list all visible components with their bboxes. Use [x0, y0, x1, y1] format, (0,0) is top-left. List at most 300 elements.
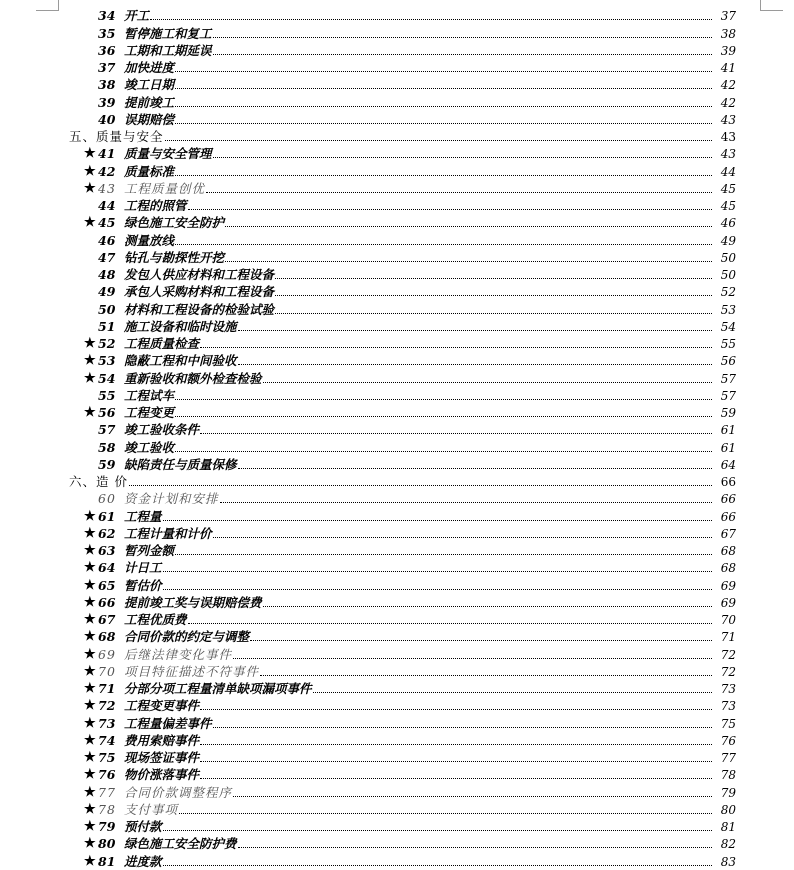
toc-entry-title: 计日工: [124, 560, 162, 576]
toc-entry-title: 合同价款调整程序: [124, 784, 233, 800]
toc-entry-label: [0, 337, 199, 351]
toc-entry-number: 63: [98, 543, 116, 558]
dot-leader: [163, 519, 712, 521]
toc-page-number: 53: [720, 302, 736, 317]
key-clause-star-icon: ★: [84, 819, 96, 834]
toc-page-number: 72: [720, 664, 736, 679]
toc-entry-number: 71: [98, 681, 116, 696]
toc-page-number: 66: [720, 475, 736, 489]
toc-entry-label: [0, 475, 128, 489]
toc-entry-label: [0, 544, 174, 558]
toc-entry[interactable]: [0, 161, 794, 178]
toc-entry[interactable]: [0, 748, 794, 765]
toc-entry-label: [0, 234, 174, 248]
toc-entry-label: [0, 372, 262, 386]
toc-entry-number: 70: [98, 663, 116, 679]
toc-entry-number: 56: [98, 405, 116, 420]
toc-entry-number: 34: [98, 8, 116, 24]
toc-entry[interactable]: [0, 23, 794, 40]
key-clause-star-icon: ★: [84, 543, 96, 558]
dot-leader: [275, 294, 712, 296]
toc-entry-title: 资金计划和安排: [124, 491, 219, 507]
toc-entry-title: 工程的照管: [124, 198, 187, 213]
dot-leader: [233, 795, 712, 797]
toc-entry-number: 58: [98, 439, 116, 455]
toc-entry[interactable]: [0, 455, 794, 472]
toc-entry[interactable]: [0, 265, 794, 282]
dot-leader: [238, 363, 712, 365]
toc-entry-label: [0, 9, 149, 23]
toc-entry-title: 预付款: [124, 819, 162, 834]
toc-entry[interactable]: [0, 558, 794, 575]
toc-entry-label: [0, 303, 274, 317]
toc-entry-title: 物价涨落事件: [124, 767, 200, 783]
key-clause-star-icon: ★: [84, 663, 96, 679]
toc-entry-title: 后继法律变化事件: [124, 646, 233, 662]
toc-entry-title: 暂停施工和复工: [124, 25, 212, 41]
toc-entry-label: [0, 630, 249, 644]
toc-entry-label: [0, 147, 212, 161]
toc-page-number: 82: [720, 837, 736, 852]
toc-entry-label: [0, 27, 212, 41]
toc-page-number: 76: [720, 733, 736, 748]
dot-leader: [163, 570, 712, 572]
table-of-contents: [0, 6, 794, 869]
toc-entry-number: 72: [98, 698, 116, 714]
toc-page-number: 67: [720, 526, 736, 541]
toc-entry-number: 65: [98, 577, 116, 593]
toc-page-number: 39: [720, 43, 736, 58]
dot-leader: [275, 312, 712, 314]
toc-entry-number: 42: [98, 163, 116, 179]
toc-entry-title: 重新验收和额外检查检验: [124, 370, 262, 386]
toc-entry-label: [0, 786, 232, 800]
dot-leader: [175, 553, 712, 555]
toc-entry-number: 38: [98, 77, 116, 93]
toc-entry-title: 绿色施工安全防护费: [124, 836, 237, 852]
toc-entry[interactable]: [0, 248, 794, 265]
toc-entry[interactable]: [0, 58, 794, 75]
dot-leader: [238, 329, 712, 331]
toc-entry[interactable]: [0, 506, 794, 523]
toc-page-number: 57: [720, 388, 736, 403]
dot-leader: [263, 381, 712, 383]
toc-entry-title: 工程量: [124, 508, 162, 524]
toc-entry-label: [0, 389, 174, 403]
toc-entry-label: [0, 216, 224, 230]
key-clause-star-icon: ★: [84, 525, 96, 541]
dot-leader: [179, 812, 712, 814]
dot-leader: [233, 657, 712, 659]
dot-leader: [163, 864, 712, 866]
toc-entry-number: 35: [98, 25, 116, 41]
toc-entry-title: 加快进度: [124, 60, 175, 75]
toc-entry-number: 43: [98, 180, 116, 196]
dot-leader: [213, 536, 712, 538]
key-clause-star-icon: ★: [84, 629, 96, 645]
toc-entry[interactable]: [0, 75, 794, 92]
dot-leader: [200, 777, 712, 779]
toc-entry[interactable]: [0, 593, 794, 610]
toc-entry-label: [0, 699, 199, 713]
toc-entry-title: 工程变更事件: [124, 698, 200, 714]
toc-entry-number: 68: [98, 629, 116, 645]
toc-page-number: 77: [720, 751, 736, 765]
toc-entry[interactable]: [0, 800, 794, 817]
toc-entry-label: [0, 803, 178, 817]
dot-leader: [250, 639, 712, 641]
toc-page-number: 68: [720, 561, 736, 576]
toc-entry[interactable]: [0, 541, 794, 558]
toc-page-number: 73: [720, 699, 736, 714]
toc-entry-label: [0, 130, 164, 144]
toc-entry-label: [0, 751, 199, 765]
toc-entry-number: 50: [98, 301, 116, 317]
toc-entry-label: [0, 855, 162, 869]
toc-entry-title: 现场签证事件: [124, 750, 200, 765]
toc-page-number: 57: [720, 371, 736, 386]
dot-leader: [220, 501, 712, 503]
toc-entry-title: 工程变更: [124, 405, 175, 420]
toc-entry-title: 工程试车: [124, 387, 175, 403]
toc-entry[interactable]: [0, 610, 794, 627]
toc-entry-number: 78: [98, 801, 116, 817]
toc-entry-title: 工期和工期延误: [124, 42, 212, 58]
toc-entry-label: [0, 717, 212, 731]
key-clause-star-icon: ★: [84, 594, 96, 610]
toc-entry-title: 六、造 价: [69, 474, 128, 489]
toc-page-number: 52: [720, 285, 736, 300]
toc-entry-number: 64: [98, 560, 116, 576]
toc-entry-label: [0, 561, 162, 575]
key-clause-star-icon: ★: [84, 353, 96, 369]
toc-entry-number: 60: [98, 491, 116, 507]
toc-entry[interactable]: [0, 524, 794, 541]
key-clause-star-icon: ★: [84, 801, 96, 817]
toc-entry-number: 57: [98, 422, 116, 438]
toc-page-number: 75: [720, 716, 736, 731]
toc-entry-label: [0, 61, 174, 75]
dot-leader: [175, 70, 712, 72]
toc-page-number: 42: [720, 78, 736, 93]
toc-entry-number: 49: [98, 284, 116, 300]
dot-leader: [175, 105, 712, 107]
toc-section-heading[interactable]: [0, 127, 794, 144]
toc-section-heading[interactable]: [0, 472, 794, 489]
key-clause-star-icon: ★: [84, 215, 96, 231]
toc-entry-number: 76: [98, 767, 116, 783]
toc-entry-title: 合同价款的约定与调整: [124, 629, 250, 645]
toc-page-number: 61: [720, 423, 736, 438]
toc-entry-number: 40: [98, 111, 116, 127]
toc-entry-number: 48: [98, 267, 116, 282]
toc-entry[interactable]: [0, 6, 794, 23]
toc-entry-title: 钻孔与勘探性开挖: [124, 249, 225, 265]
toc-page-number: 61: [720, 440, 736, 455]
toc-entry-title: 竣工验收条件: [124, 422, 200, 438]
toc-entry-number: 54: [98, 370, 116, 386]
toc-entry-title: 费用索赔事件: [124, 732, 200, 748]
toc-page-number: 45: [720, 199, 736, 213]
toc-entry-label: [0, 682, 312, 696]
key-clause-star-icon: ★: [84, 612, 96, 627]
toc-entry-title: 项目特征描述不符事件: [124, 663, 260, 679]
key-clause-star-icon: ★: [84, 508, 96, 524]
toc-entry-number: 47: [98, 249, 116, 265]
toc-entry-title: 材料和工程设备的检验试验: [124, 301, 275, 317]
toc-entry-label: [0, 251, 224, 265]
key-clause-star-icon: ★: [84, 784, 96, 800]
toc-entry-title: 提前竣工: [124, 94, 175, 110]
toc-entry-title: 质量标准: [124, 163, 175, 179]
toc-entry-title: 绿色施工安全防护: [124, 215, 225, 231]
toc-page-number: 50: [720, 268, 736, 282]
toc-entry-title: 工程质量检查: [124, 336, 200, 351]
toc-page-number: 37: [720, 9, 736, 24]
toc-entry[interactable]: [0, 317, 794, 334]
toc-entry[interactable]: [0, 817, 794, 834]
toc-entry-label: [0, 510, 162, 524]
toc-entry-number: 77: [98, 784, 116, 800]
toc-entry[interactable]: [0, 696, 794, 713]
dot-leader: [213, 726, 712, 728]
toc-entry-title: 开工: [124, 8, 150, 24]
toc-entry-label: [0, 441, 174, 455]
toc-entry[interactable]: [0, 196, 794, 213]
toc-page-number: 49: [720, 233, 736, 248]
toc-page-number: 83: [720, 854, 736, 869]
toc-entry[interactable]: [0, 230, 794, 247]
key-clause-star-icon: ★: [84, 577, 96, 593]
toc-page-number: 69: [720, 595, 736, 610]
toc-page-number: 46: [720, 216, 736, 231]
key-clause-star-icon: ★: [84, 732, 96, 748]
toc-page-number: 59: [720, 406, 736, 420]
toc-entry-label: [0, 44, 212, 58]
toc-page-number: 81: [720, 820, 736, 834]
toc-entry[interactable]: [0, 41, 794, 58]
toc-entry-label: [0, 199, 187, 213]
toc-entry-label: [0, 268, 274, 282]
key-clause-star-icon: ★: [84, 370, 96, 386]
key-clause-star-icon: ★: [84, 767, 96, 783]
toc-entry-title: 承包人采购材料和工程设备: [124, 284, 275, 300]
toc-entry-title: 支付事项: [124, 801, 179, 817]
toc-entry[interactable]: [0, 179, 794, 196]
toc-entry-title: 测量放线: [124, 232, 175, 248]
toc-entry-number: 36: [98, 42, 116, 58]
toc-entry-number: 44: [98, 198, 116, 213]
toc-entry-label: [0, 492, 219, 506]
dot-leader: [213, 36, 712, 38]
toc-page-number: 43: [720, 130, 736, 144]
toc-entry-label: [0, 354, 237, 368]
toc-entry-number: 53: [98, 353, 116, 369]
toc-page-number: 71: [720, 630, 736, 645]
toc-entry[interactable]: [0, 368, 794, 385]
toc-entry-label: [0, 527, 212, 541]
toc-page-number: 73: [720, 682, 736, 696]
toc-entry[interactable]: [0, 765, 794, 782]
toc-page-number: 55: [720, 337, 736, 351]
toc-page-number: 66: [720, 492, 736, 507]
toc-entry-label: [0, 579, 162, 593]
toc-entry-title: 施工设备和临时设施: [124, 318, 237, 334]
toc-page-number: 42: [720, 95, 736, 110]
toc-entry-number: 67: [98, 612, 116, 627]
toc-entry-number: 80: [98, 836, 116, 852]
dot-leader: [163, 829, 712, 831]
dot-leader: [206, 191, 712, 193]
toc-page-number: 64: [720, 457, 736, 472]
toc-entry-number: 75: [98, 750, 116, 765]
toc-entry-title: 分部分项工程量清单缺项漏项事件: [124, 681, 312, 696]
toc-entry[interactable]: [0, 489, 794, 506]
toc-entry-number: 41: [98, 146, 116, 162]
toc-entry[interactable]: [0, 386, 794, 403]
toc-entry[interactable]: [0, 679, 794, 696]
toc-entry-title: 工程质量创优: [124, 180, 206, 196]
key-clause-star-icon: ★: [84, 853, 96, 869]
key-clause-star-icon: ★: [84, 836, 96, 852]
dot-leader: [129, 484, 712, 486]
toc-entry-number: 62: [98, 525, 116, 541]
toc-entry[interactable]: [0, 644, 794, 661]
toc-entry[interactable]: [0, 282, 794, 299]
dot-leader: [238, 846, 712, 848]
toc-entry-title: 工程计量和计价: [124, 525, 212, 541]
key-clause-star-icon: ★: [84, 646, 96, 662]
key-clause-star-icon: ★: [84, 750, 96, 765]
key-clause-star-icon: ★: [84, 180, 96, 196]
dot-leader: [175, 87, 712, 89]
toc-entry-title: 误期赔偿: [124, 111, 175, 127]
toc-entry-title: 发包人供应材料和工程设备: [124, 267, 275, 282]
toc-page-number: 72: [720, 647, 736, 662]
toc-entry[interactable]: [0, 834, 794, 851]
toc-entry-number: 73: [98, 715, 116, 731]
toc-entry[interactable]: [0, 627, 794, 644]
toc-page-number: 66: [720, 509, 736, 524]
key-clause-star-icon: ★: [84, 560, 96, 576]
toc-entry[interactable]: [0, 420, 794, 437]
dot-leader: [175, 398, 712, 400]
toc-entry-title: 工程优质费: [124, 612, 187, 627]
dot-leader: [163, 588, 712, 590]
toc-page-number: 44: [720, 164, 736, 179]
toc-entry-label: [0, 285, 274, 299]
toc-entry-label: [0, 113, 174, 127]
toc-entry[interactable]: [0, 334, 794, 351]
dot-leader: [238, 467, 712, 469]
toc-entry-title: 工程量偏差事件: [124, 715, 212, 731]
dot-leader: [175, 450, 712, 452]
toc-page-number: 70: [720, 613, 736, 627]
toc-entry-number: 61: [98, 508, 116, 524]
toc-entry-number: 79: [98, 819, 116, 834]
toc-entry-label: [0, 423, 199, 437]
toc-entry-number: 59: [98, 456, 116, 472]
toc-entry-label: [0, 648, 232, 662]
key-clause-star-icon: ★: [84, 681, 96, 696]
toc-page-number: 68: [720, 544, 736, 558]
toc-entry-label: [0, 320, 237, 334]
key-clause-star-icon: ★: [84, 146, 96, 162]
toc-entry[interactable]: [0, 351, 794, 368]
toc-entry-label: [0, 768, 199, 782]
toc-entry-number: 74: [98, 732, 116, 748]
toc-entry-title: 暂列金额: [124, 543, 175, 558]
toc-entry[interactable]: [0, 92, 794, 109]
toc-entry-label: [0, 406, 174, 420]
toc-entry[interactable]: [0, 782, 794, 799]
toc-page-number: 43: [720, 112, 736, 127]
toc-entry-number: 39: [98, 94, 116, 110]
toc-entry-label: [0, 665, 259, 679]
toc-entry[interactable]: [0, 213, 794, 230]
toc-entry-title: 暂估价: [124, 577, 162, 593]
key-clause-star-icon: ★: [84, 698, 96, 714]
toc-page-number: 69: [720, 578, 736, 593]
toc-entry-title: 质量与安全管理: [124, 146, 212, 162]
toc-entry-number: 81: [98, 853, 116, 869]
dot-leader: [213, 156, 712, 158]
toc-entry-number: 69: [98, 646, 116, 662]
toc-page-number: 78: [720, 768, 736, 783]
dot-leader: [188, 622, 712, 624]
toc-entry[interactable]: [0, 437, 794, 454]
toc-entry-title: 提前竣工奖与误期赔偿费: [124, 594, 262, 610]
toc-entry[interactable]: [0, 403, 794, 420]
dot-leader: [200, 432, 712, 434]
toc-page-number: 79: [720, 785, 736, 800]
toc-entry-label: [0, 596, 262, 610]
toc-entry[interactable]: [0, 662, 794, 679]
dot-leader: [260, 674, 712, 676]
toc-entry[interactable]: [0, 144, 794, 161]
dot-leader: [175, 122, 712, 124]
key-clause-star-icon: ★: [84, 715, 96, 731]
toc-entry-title: 进度款: [124, 853, 162, 869]
toc-entry[interactable]: [0, 110, 794, 127]
toc-entry[interactable]: [0, 299, 794, 316]
toc-entry-label: [0, 78, 174, 92]
toc-entry-number: 51: [98, 318, 116, 334]
dot-leader: [165, 139, 712, 141]
toc-page-number: 38: [720, 26, 736, 41]
dot-leader: [275, 277, 712, 279]
dot-leader: [150, 18, 712, 20]
toc-entry-title: 缺陷责任与质量保修: [124, 456, 237, 472]
toc-entry-number: 52: [98, 336, 116, 351]
toc-entry[interactable]: [0, 731, 794, 748]
toc-page-number: 54: [720, 319, 736, 334]
toc-entry[interactable]: [0, 575, 794, 592]
dot-leader: [188, 208, 712, 210]
key-clause-star-icon: ★: [84, 405, 96, 420]
dot-leader: [175, 415, 712, 417]
toc-page-number: 80: [720, 802, 736, 817]
toc-entry-label: [0, 458, 237, 472]
toc-entry-label: [0, 734, 199, 748]
toc-entry[interactable]: [0, 851, 794, 868]
toc-entry-label: [0, 165, 174, 179]
dot-leader: [200, 346, 712, 348]
dot-leader: [200, 760, 712, 762]
toc-entry-title: 五、质量与安全: [69, 129, 164, 144]
toc-entry[interactable]: [0, 713, 794, 730]
toc-entry-number: 46: [98, 232, 116, 248]
